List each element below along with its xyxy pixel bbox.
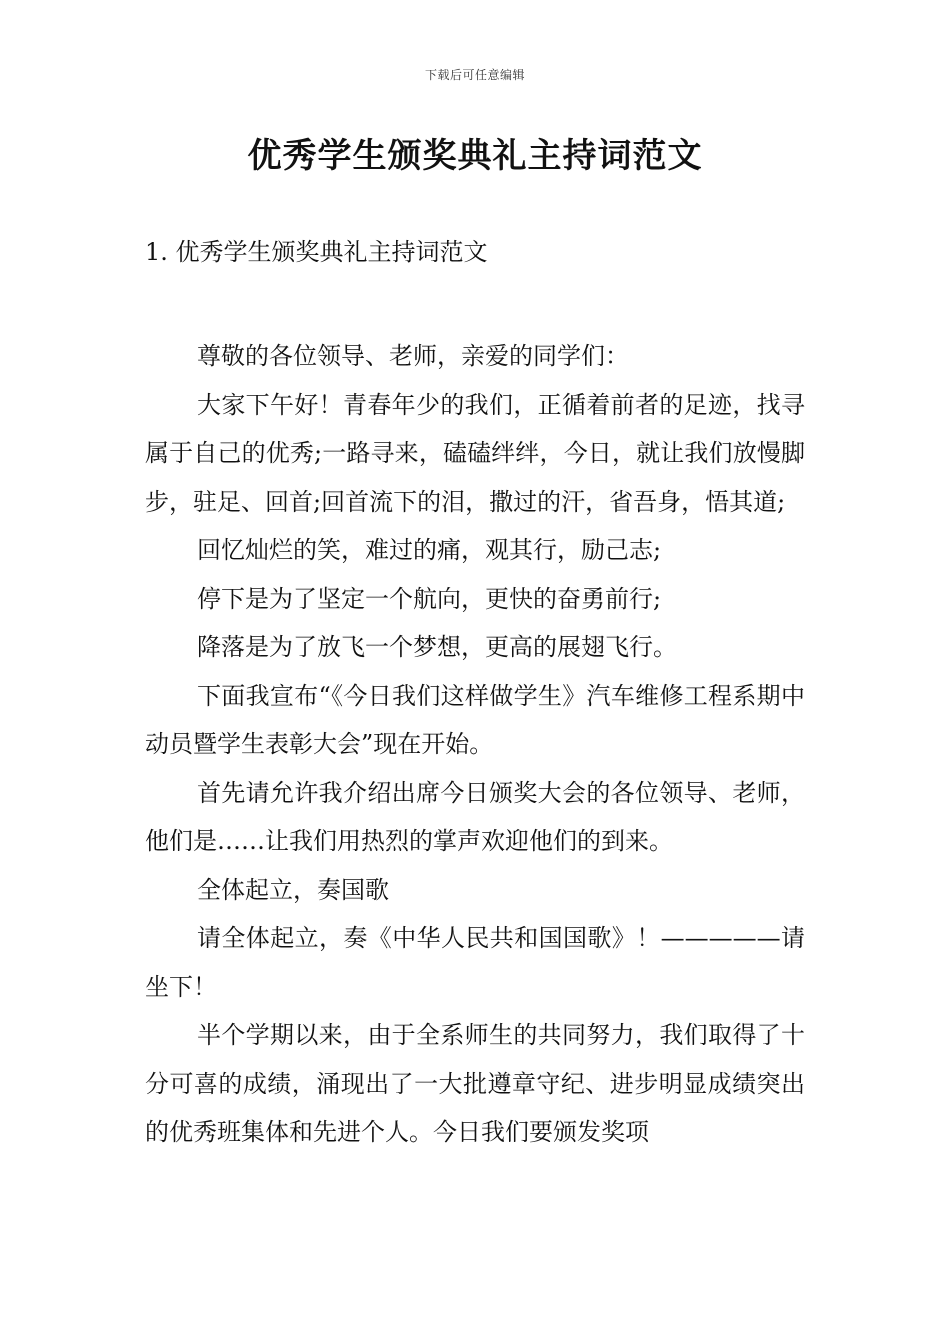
document-title: 优秀学生颁奖典礼主持词范文 (247, 136, 703, 176)
paragraph-landing: 降落是为了放飞一个梦想，更高的展翅飞行。 (197, 633, 677, 661)
paragraph-anthem-heading: 全体起立，奏国歌 (197, 875, 389, 904)
body-text (145, 332, 805, 1157)
section-heading: 1. 优秀学生颁奖典礼主持词范文 (145, 238, 488, 266)
paragraph-anthem: 请全体起立，奏《中华人民共和国国歌》！—————请坐下！ (145, 924, 805, 1001)
paragraph-introduction: 首先请允许我介绍出席今日颁奖大会的各位领导、老师，他们是……让我们用热烈的掌声欢迎他们的到来。 (145, 778, 805, 855)
paragraph-recall: 回忆灿烂的笑，难过的痛，观其行，励己志; (197, 536, 662, 564)
header-note: 下载后可任意编辑 (424, 68, 525, 82)
paragraph-pause: 停下是为了坚定一个航向，更快的奋勇前行; (197, 584, 662, 613)
paragraph-greeting: 尊敬的各位领导、老师，亲爱的同学们： (197, 342, 629, 370)
paragraph-achievements: 半个学期以来，由于全系师生的共同努力，我们取得了十分可喜的成绩，涌现出了一大批遵章守纪、进步明显成绩突出的优秀班集体和先进个人。今日我们要颁发奖项 (145, 1021, 805, 1146)
paragraph-announcement: 下面我宣布“《今日我们这样做学生》汽车维修工程系期中动员暨学生表彰大会”现在开始。 (145, 681, 805, 758)
paragraph-opening: 大家下午好！青春年少的我们，正循着前者的足迹，找寻属于自己的优秀;一路寻来，磕磕绊绊，今日，就让我们放慢脚步，驻足、回首;回首流下的泪，撒过的汗，省吾身，悟其道; (145, 390, 805, 516)
